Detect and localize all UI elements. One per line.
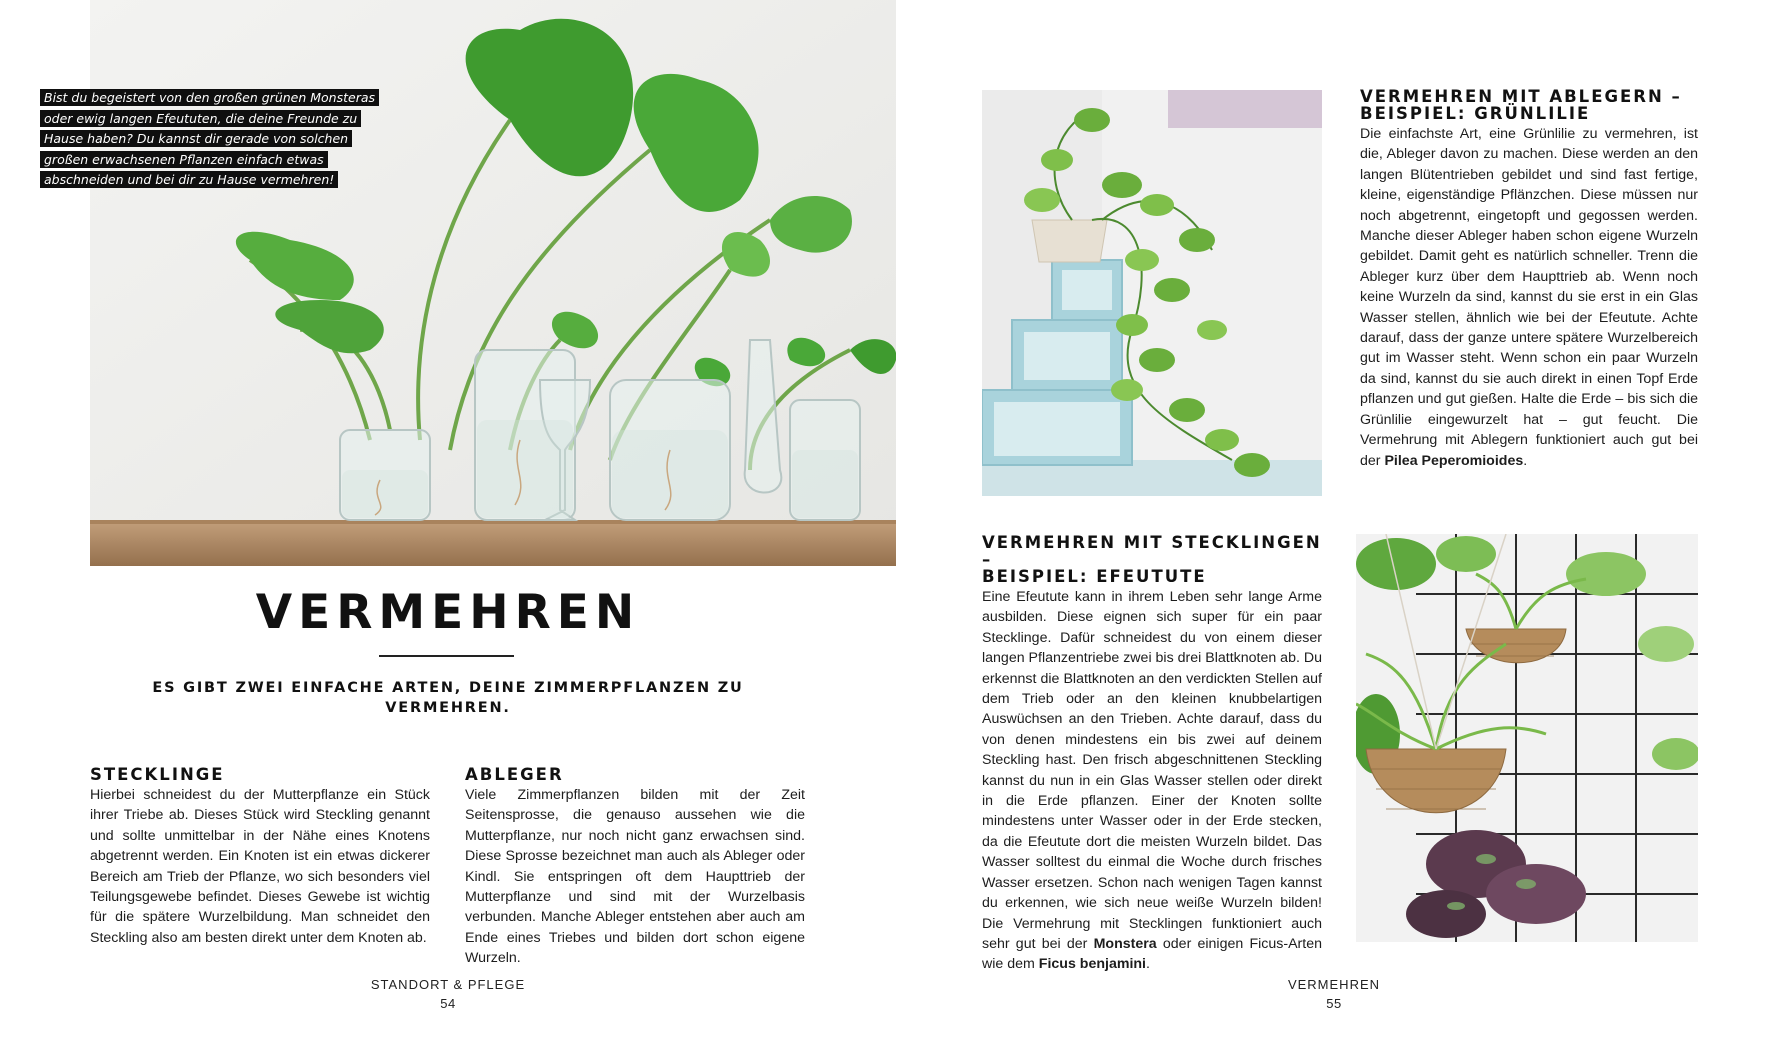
right-page: [886, 0, 1772, 1041]
footer-section-label: VERMEHREN: [1287, 977, 1381, 992]
intro-caption: [40, 88, 380, 191]
section-body: Viele Zimmerpflanzen bilden mit der Zeit Seitensprosse, die genauso aussehen wie die Mutterpflanze, nur noch nicht ganz erwachsen sind. Diese Sprosse bezeichnet man auch als Ableger oder Kindl. Sie entspringen oft dem Haupttrieb der Mutterpflanze und sind mit der Wurzelbasis verbunden. Manche Ableger entstehen aber auch am Ende eines Triebes und bilden dort schon eigene Wurzeln.: [465, 787, 805, 967]
monstera-cuttings-photo: [90, 0, 896, 566]
section-stecklinge: [90, 766, 430, 948]
section-heading: STECKLINGE: [90, 765, 225, 784]
section-vermehren-mit-stecklingen: [982, 534, 1322, 975]
page-footer-left: [300, 975, 596, 1013]
title-divider: [379, 655, 514, 657]
section-body: Die einfachste Art, eine Grünlilie zu vermehren, ist die, Ableger davon zu machen. Diese werden an den langen Blütentrieben gebildet und sind fast fertige, kleine, eigenständige Pflänzchen. Diese müssen nur noch abgetrennt, eingetopft und gegossen werden. Manche dieser Ableger haben schon eigene Wurzeln gebildet. Damit geht es natürlich schneller. Trenn die Ableger kurz über dem Haupttrieb ab. Wenn noch keine Wurzeln da sind, kannst du sie erst in ein Glas Wasser stellen, ähnlich wie bei der Efeutute. Achte darauf, dass der ganze untere spätere Wurzelbereich gut im Wasser steht. Wenn schon ein paar Wurzeln da sind, kannst du sie auch direkt in einen Topf Erde pflanzen und gut gießen. Halte die Erde – bis sich die Grünlilie eingewurzelt hat – gut feucht. Die Vermehrung mit Ablegern funktioniert auch gut bei der Pilea Peperomioides.: [1360, 126, 1698, 469]
page-title: VERMEHREN: [255, 585, 641, 640]
plant-name-monstera: Monstera: [1093, 935, 1157, 952]
section-heading-line2: BEISPIEL: GRÜNLILIE: [1360, 104, 1591, 123]
footer-section-label: STANDORT & PFLEGE: [370, 977, 526, 992]
intro-caption-text: Bist du begeistert von den großen grünen Monsteras oder ewig langen Efeututen, die deine Freunde zu Hause haben? Du kannst dir gerade von solchen großen erwachsenen Pflanzen einfach etwas abschneiden und bei dir zu Hause vermehren!: [40, 89, 379, 188]
page-number: 55: [1326, 996, 1342, 1011]
section-heading: ABLEGER: [465, 765, 564, 784]
section-body: Eine Efeutute kann in ihrem Leben sehr lange Arme ausbilden. Diese eignen sich super für ein paar Stecklinge. Dafür schneidest du von einem dieser langen Pflanzentriebe zwei bis drei Blattknoten ab. Du erkennst die Blattknoten an den verdickten Stellen auf dem Trieb oder an den kleinen knubbelartigen Auswüchsen an den Trieben. Achte darauf, dass du von denen mindestens ein bis zwei auf deinem Steckling hast. Den frisch abgeschnittenen Steckling kannst du nun in ein Glas Wasser stellen oder direkt in die Erde pflanzen. Einer der Knoten sollte mindestens unter Wasser oder in der Erde stecken, da die Efeutute dort die meisten Wurzeln bildet. Das Wasser solltest du einmal die Woche durch frisches Wasser ersetzen. Schon nach wenigen Tagen kannst du erkennen, wie sich neue weiße Wurzeln bilden! Die Vermehrung mit Stecklingen funktioniert auch sehr gut bei der Monstera oder einigen Ficus-Arten wie dem Ficus benjamini.: [982, 589, 1322, 973]
page-footer-right: [1186, 975, 1482, 1013]
section-vermehren-mit-ablegern: [1360, 88, 1698, 471]
section-body: Hierbei schneidest du der Mutterpflanze ein Stück ihrer Triebe ab. Dieses Stück wird Steckling genannt und sollte unmittelbar in der Nähe eines Knotens abgetrennt werden. Ein Knoten ist ein etwas dickerer Bereich am Trieb der Pflanze, wo sich besonders viel Teilungsgewebe befindet. Dieses Gewebe ist wichtig für die spätere Wurzelbildung. Man schneidet den Steckling also am besten direkt unter dem Knoten ab.: [90, 787, 430, 946]
section-heading-line2: BEISPIEL: EFEUTUTE: [982, 567, 1207, 586]
section-heading-line1: VERMEHREN MIT STECKLINGEN –: [982, 533, 1322, 569]
page-subtitle: ES GIBT ZWEI EINFACHE ARTEN, DEINE ZIMMERPFLANZEN ZU VERMEHREN.: [152, 680, 744, 716]
page-number: 54: [440, 996, 456, 1011]
section-heading-line1: VERMEHREN MIT ABLEGERN –: [1360, 87, 1682, 106]
plant-name-pilea: Pilea Peperomioides: [1384, 452, 1524, 469]
plant-name-ficus: Ficus benjamini: [1038, 956, 1146, 973]
pothos-shelf-photo: [982, 90, 1322, 496]
hanging-baskets-photo: [1356, 534, 1698, 942]
section-ableger: [465, 766, 805, 969]
